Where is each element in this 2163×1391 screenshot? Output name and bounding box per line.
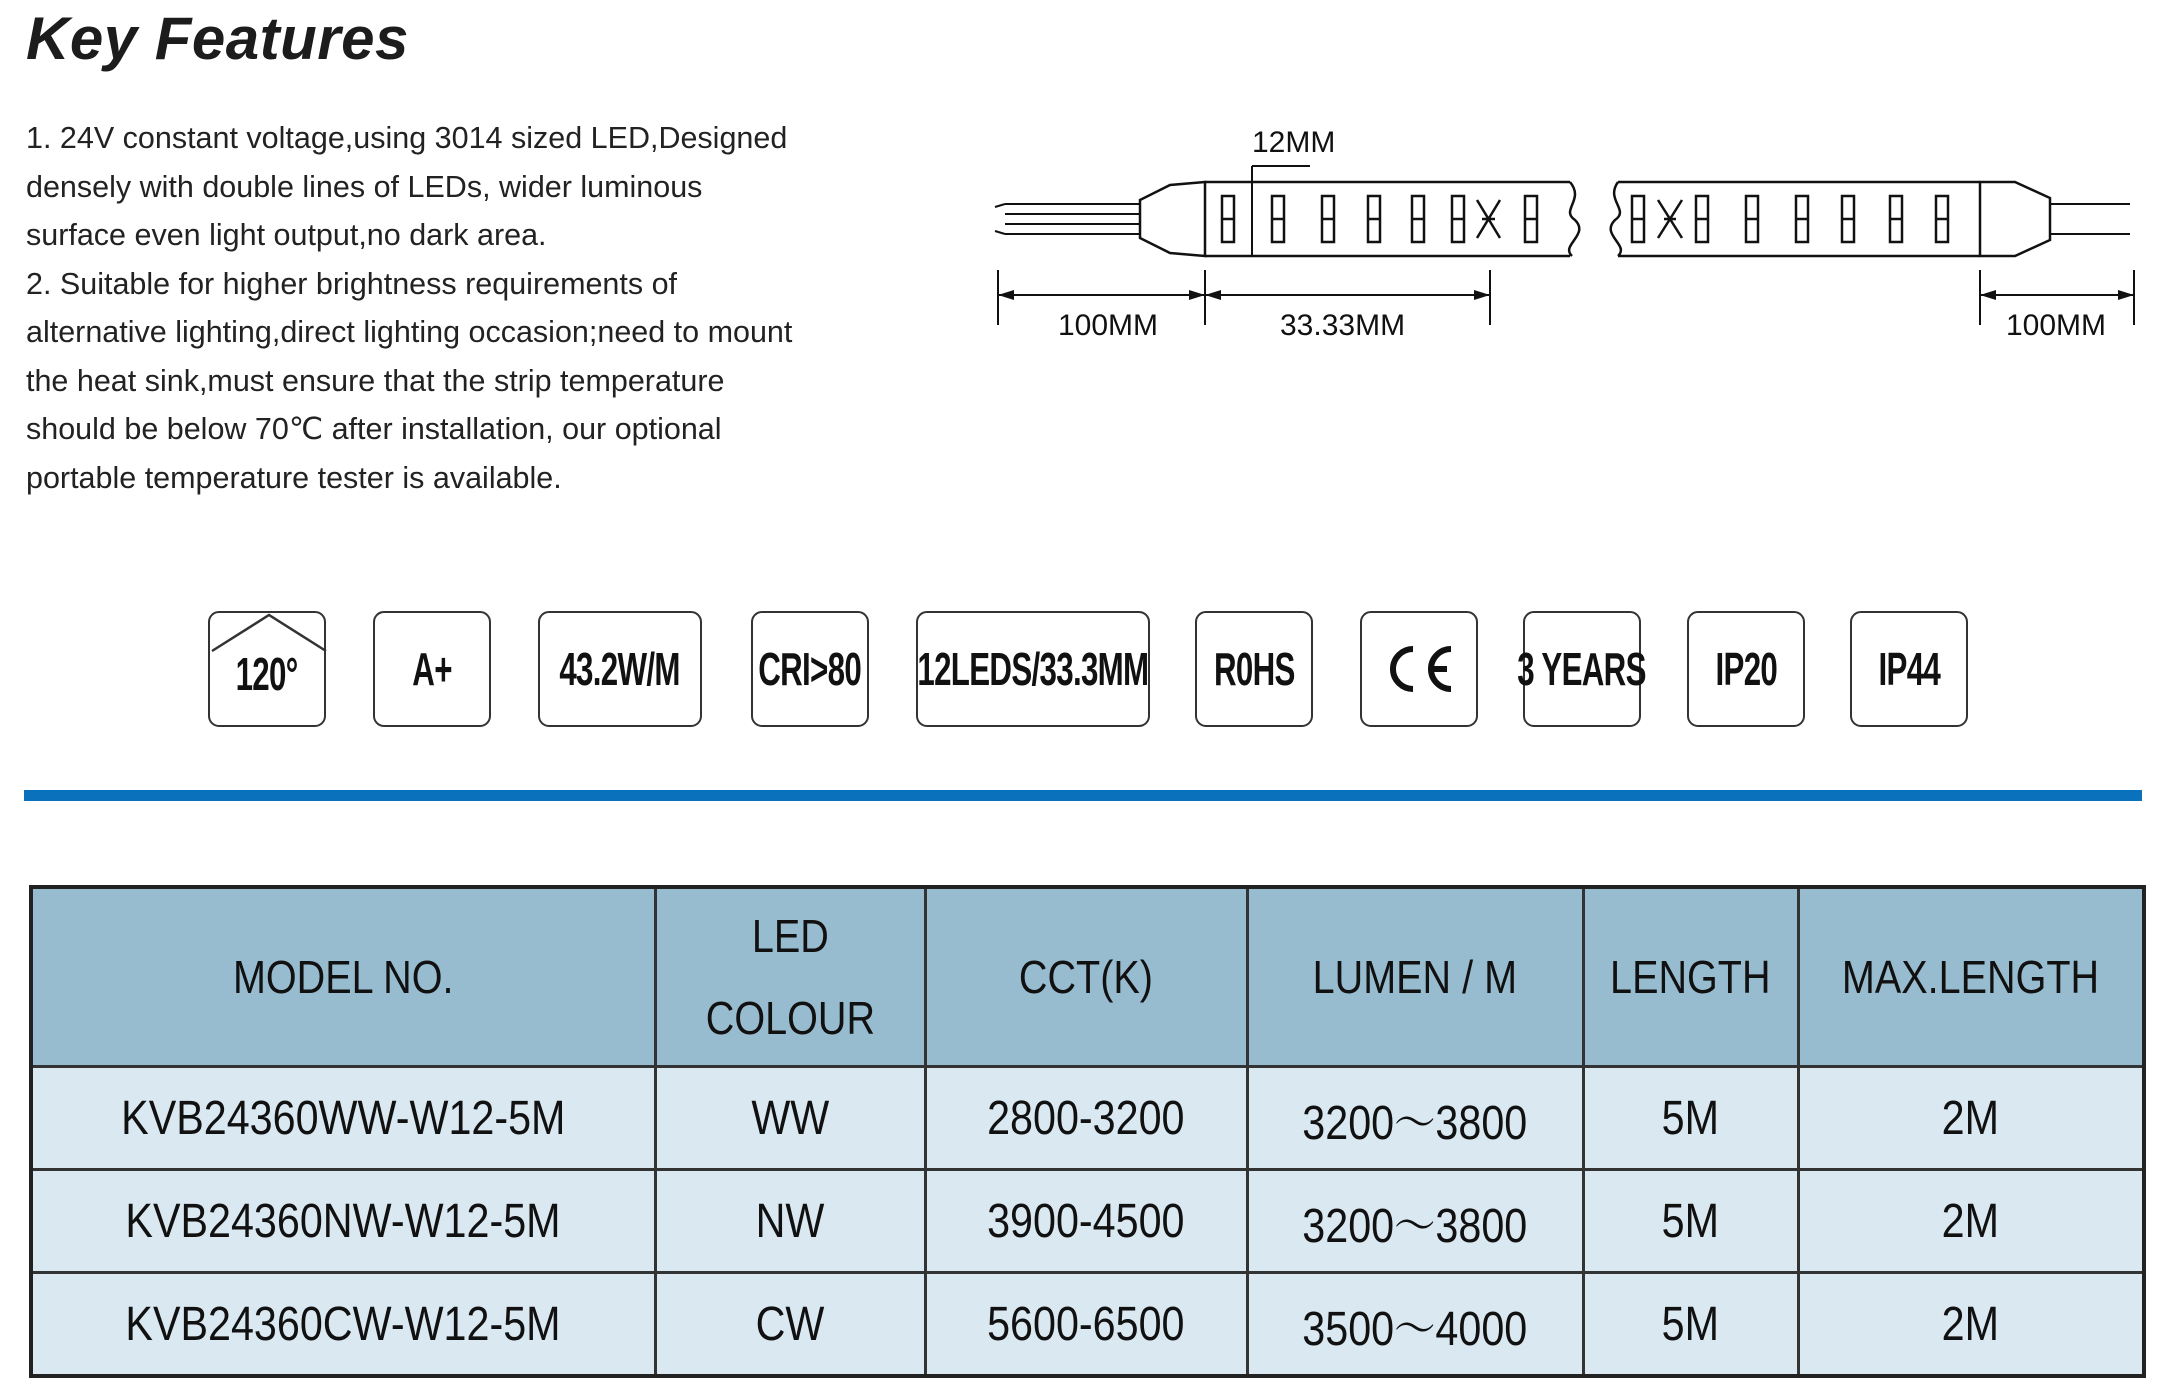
cut-length-label: 33.33MM: [1280, 309, 1406, 342]
badge-rohs: [1195, 611, 1313, 727]
col-header-lumen: LUMEN / M: [1247, 887, 1583, 1067]
cell-lumen: 3500～4000: [1247, 1273, 1583, 1377]
cell-led-colour: WW: [655, 1067, 925, 1170]
badge-label: CRI>80: [758, 643, 862, 695]
width-label: 12MM: [1252, 126, 1336, 159]
lead-right-label: 100MM: [2006, 309, 2107, 342]
cell-length: 5M: [1583, 1067, 1798, 1170]
badge-cri: [751, 611, 869, 727]
badge-label: 12LEDS/33.3MM: [917, 643, 1149, 695]
features-text: [26, 114, 886, 502]
cell-cct: 3900-4500: [925, 1170, 1247, 1273]
feature-line: densely with double lines of LEDs, wider luminous: [26, 169, 703, 204]
feature-line: the heat sink,must ensure that the strip temperature: [26, 363, 725, 398]
badge-energy-class: [373, 611, 491, 727]
table-row: [31, 1170, 2144, 1273]
cell-led-colour: NW: [655, 1170, 925, 1273]
table-header-row: [31, 887, 2144, 1067]
badge-power: [538, 611, 702, 727]
feature-line: should be below 70℃ after installation, our optional: [26, 412, 722, 446]
badge-ce: [1360, 611, 1478, 727]
badge-label: 3 YEARS: [1517, 643, 1647, 695]
col-header-cct: CCT(K): [925, 887, 1247, 1067]
badge-beam-angle: [208, 611, 326, 727]
feature-line: alternative lighting,direct lighting occasion;need to mount: [26, 315, 793, 349]
badge-ip44: [1850, 611, 1968, 727]
cell-max-length: 2M: [1798, 1170, 2144, 1273]
spec-badges: [208, 611, 1968, 731]
section-divider: [24, 790, 2142, 801]
badge-label: 43.2W/M: [559, 643, 681, 695]
feature-line: 1. 24V constant voltage,using 3014 sized LED,Designed: [26, 121, 788, 155]
spec-table: [29, 885, 2146, 1378]
cell-model: KVB24360WW-W12-5M: [31, 1067, 655, 1170]
col-header-model: MODEL NO.: [31, 887, 655, 1067]
ce-mark-icon: [1379, 639, 1459, 699]
cell-max-length: 2M: [1798, 1067, 2144, 1170]
cell-lumen: 3200～3800: [1247, 1067, 1583, 1170]
cell-length: 5M: [1583, 1170, 1798, 1273]
badge-led-density: [916, 611, 1150, 727]
table-row: [31, 1067, 2144, 1170]
cell-model: KVB24360CW-W12-5M: [31, 1273, 655, 1377]
badge-label: IP44: [1878, 643, 1940, 695]
badge-label: A+: [412, 643, 452, 695]
cell-max-length: 2M: [1798, 1273, 2144, 1377]
badge-label: IP20: [1715, 643, 1777, 695]
feature-line: portable temperature tester is available.: [26, 460, 562, 495]
cell-lumen: 3200～3800: [1247, 1170, 1583, 1273]
table-row: [31, 1273, 2144, 1377]
cell-cct: 5600-6500: [925, 1273, 1247, 1377]
cell-cct: 2800-3200: [925, 1067, 1247, 1170]
cell-model: KVB24360NW-W12-5M: [31, 1170, 655, 1273]
lead-left-label: 100MM: [1058, 309, 1159, 342]
badge-ip20: [1687, 611, 1805, 727]
badge-label: 120°: [236, 648, 298, 700]
col-header-led-colour: LED COLOUR: [655, 887, 925, 1067]
led-strip-diagram: [990, 110, 2160, 370]
cell-led-colour: CW: [655, 1273, 925, 1377]
page-title: Key Features: [26, 5, 409, 72]
feature-line: surface even light output,no dark area.: [26, 218, 547, 252]
badge-warranty: [1517, 611, 1647, 727]
feature-line: 2. Suitable for higher brightness requirements of: [26, 266, 678, 301]
badge-label: R0HS: [1213, 643, 1295, 695]
col-header-max-length: MAX.LENGTH: [1798, 887, 2144, 1067]
cell-length: 5M: [1583, 1273, 1798, 1377]
col-header-length: LENGTH: [1583, 887, 1798, 1067]
